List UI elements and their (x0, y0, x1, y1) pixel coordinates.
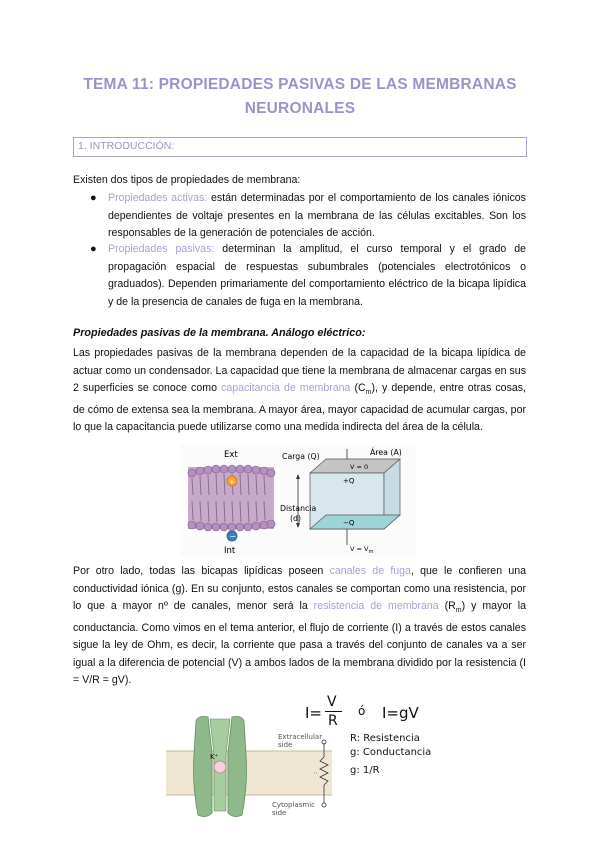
analog-heading: Propiedades pasivas de la membrana. Análogo eléctrico: (73, 327, 366, 339)
leak-text-2: , que le confieren una conductividad iónica (g). En su conjunto, estos canales se comportan como una resistencia, por lo que a mayor nº de canales, menor será la (73, 565, 526, 612)
leak-channels-term: canales de fuga (329, 565, 411, 577)
formula-numerator: V (327, 694, 337, 710)
v0-label: V = 0 (350, 463, 369, 471)
conductance-inverse: g: 1/R (350, 765, 380, 776)
section-heading: 1. INTRODUCCIÓN: (78, 140, 175, 152)
capacitance-text-end: ), y depende, entre otras cosas, de cómo de extensa sea la membrana. A mayor área, mayor capacidad de acumular cargas, por lo que la capacitancia puede utilizarse como una medida indirecta del área de la célula. (73, 382, 526, 434)
svg-text:−: − (229, 532, 237, 541)
bullet-active-text: están determinadas por el comportamiento de los canales iónicos dependientes de voltaje presentes en la membrana de las células excitables. Son los responsables de la generación de potenciales de acción. (108, 192, 526, 239)
section-heading-box (73, 137, 527, 157)
bullet-dot: ● (90, 192, 97, 204)
title-line-2: NEURONALES (244, 100, 356, 117)
formula-denominator: R (328, 713, 338, 729)
svg-text:+: + (229, 478, 235, 486)
formula-i-equals: I= (305, 704, 322, 722)
resistance-symbol: (R (438, 600, 456, 612)
bullet-active (108, 190, 526, 243)
capacitance-paragraph (73, 345, 526, 437)
bullet-passive (108, 241, 526, 311)
potassium-label: K⁺ (210, 753, 219, 761)
distance-label: Distancia (280, 504, 317, 513)
plus-q-label: +Q (343, 477, 355, 485)
resistance-definition: R: Resistencia (350, 733, 420, 744)
capacitance-text: Las propiedades pasivas de la membrana dependen de la capacidad de la bicapa lipídica de actuar como un condensador. La capacidad que tiene la membrana de almacenar cargas en sus 2 superficies se conoce como (73, 347, 526, 394)
capacitance-term: capacitancia de membrana (221, 382, 351, 394)
extracellular-side-label: side (278, 741, 293, 749)
page-title (70, 73, 530, 121)
leak-text-3: ) y mayor la conductancia. Como vimos en el tema anterior, el flujo de corriente (I) a través de estos canales sigue la ley de Ohm, es decir, la corriente que pasa a través del conjunto de canales va a ser igual a la diferencia de potencial (V) a ambos lados de la membrana dividido por la resistencia (I = V/R = gV). (73, 600, 526, 687)
bullet-passive-term: Propiedades pasivas: (108, 243, 215, 255)
formula-i-gv: I=gV (382, 704, 419, 722)
area-label: Área (A) (370, 448, 402, 457)
membrane-band (166, 751, 332, 795)
cytoplasmic-label: Cytoplasmic (272, 801, 315, 809)
capacitance-symbol: (C (350, 382, 366, 394)
minus-q-label: −Q (343, 519, 355, 527)
ext-label: Ext (224, 450, 238, 460)
bullet-active-term: Propiedades activas: (108, 192, 208, 204)
leak-text: Por otro lado, todas las bicapas lipídicas poseen (73, 565, 330, 577)
conductance-definition: g: Conductancia (350, 747, 432, 758)
extracellular-label: Extracellular (278, 733, 323, 741)
formula-or: ó (358, 704, 366, 718)
title-line-1: TEMA 11: PROPIEDADES PASIVAS DE LAS MEMBRANAS (83, 76, 517, 93)
bullet-dot: ● (90, 243, 97, 255)
charge-label: Carga (Q) (282, 452, 320, 461)
cytoplasmic-side-label: side (272, 809, 287, 817)
membrane-resistance-term: resistencia de membrana (313, 600, 439, 612)
membrane-capacitor-figure (180, 445, 416, 557)
vm-label: $V = V_m$ (350, 545, 374, 555)
leak-channels-paragraph (73, 563, 526, 690)
resistance-subscript: m (455, 607, 462, 615)
bullet-passive-text: determinan la amplitud, el curso temporal y el grado de propagación espacial de respuestas subumbrales (potenciales electrotónicos o graduados). Dependen primariamente del comportamiento eléctrico de la bicapa lipídica y de la presencia de canales de fuga en la membrana. (108, 243, 527, 308)
capacitance-subscript: m (365, 389, 372, 397)
lipid-bilayer-illustration (188, 465, 275, 531)
distance-symbol: (d) (290, 514, 302, 523)
intro-text: Existen dos tipos de propiedades de membrana: (73, 174, 301, 186)
int-label: Int (224, 546, 236, 556)
ion-channel-figure (166, 715, 336, 819)
potassium-ion-icon (214, 761, 226, 773)
